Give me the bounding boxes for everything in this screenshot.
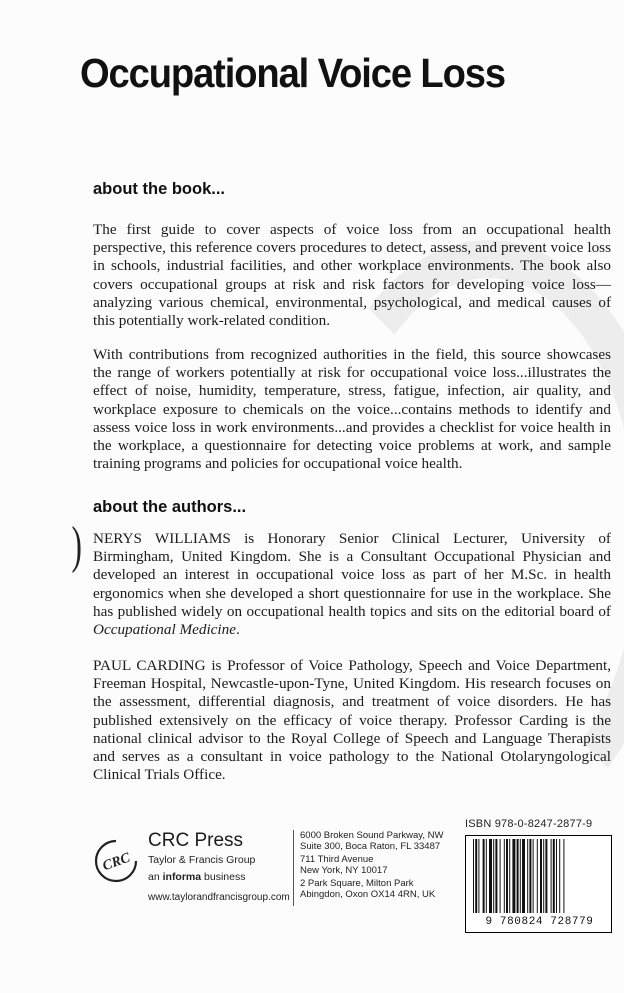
about-book-paragraph-2: With contributions from recognized authorities in the field, this source showcases the range of workers potentially at risk for occupational voice loss...illustrates the effect of noise, humidity, temperature, stress, fatigue, infection, air quality, and workplace exposure to chemicals on the voice...contains methods to identify and assess voice loss in work environments...and provides a checklist for voice health in the workplace, a questionnaire for detecting voice problems at work, and sample training programs and policies for occupational voice health. bbox=[93, 346, 611, 473]
address-boca-raton bbox=[300, 831, 443, 852]
barcode-number: 9 780824 728779 bbox=[485, 916, 594, 928]
crc-logo-icon bbox=[93, 838, 139, 884]
address-abingdon bbox=[300, 879, 435, 900]
address-line: 2 Park Square, Milton Park bbox=[300, 878, 414, 889]
bracket-mark: ) bbox=[71, 517, 82, 574]
address-line: 711 Third Avenue bbox=[300, 854, 374, 865]
author-williams-text: NERYS WILLIAMS is Honorary Senior Clinical Lecturer, University of Birmingham, United Kingdom. She is a Consultant Occupational Physician and developed an interest in occupational voice loss as part of her M.Sc. in health ergonomics when she developed a short questionnaire for use in the workplace. She has published widely on occupational health topics and sits on the editorial board of bbox=[93, 530, 611, 620]
publisher-url: www.taylorandfrancisgroup.com bbox=[148, 892, 290, 903]
about-authors-heading: about the authors... bbox=[93, 498, 247, 516]
business-suffix: business bbox=[204, 871, 246, 883]
business-bold: informa bbox=[162, 871, 202, 883]
barcode bbox=[465, 835, 612, 933]
about-book-heading: about the book... bbox=[93, 180, 225, 198]
address-line: Abingdon, Oxon OX14 4RN, UK bbox=[300, 888, 436, 900]
book-title: Occupational Voice Loss bbox=[80, 50, 505, 96]
address-line: 6000 Broken Sound Parkway, NW bbox=[300, 830, 444, 841]
address-line: Suite 300, Boca Raton, FL 33487 bbox=[300, 840, 441, 852]
isbn-label: ISBN 978-0-8247-2877-9 bbox=[465, 818, 593, 830]
publisher-group: Taylor & Francis Group bbox=[148, 854, 256, 866]
journal-title: Occupational Medicine bbox=[93, 621, 236, 639]
publisher-divider bbox=[293, 830, 294, 906]
author-williams-end: . bbox=[235, 621, 240, 639]
business-prefix: an bbox=[148, 871, 160, 883]
logo-text: CRC bbox=[100, 850, 133, 875]
publisher-business bbox=[148, 871, 246, 883]
address-new-york bbox=[300, 855, 388, 876]
publisher-name: CRC Press bbox=[148, 830, 244, 851]
barcode-bars-icon bbox=[471, 839, 608, 915]
author-carding-bio: PAUL CARDING is Professor of Voice Pathology, Speech and Voice Department, Freeman Hospital, Newcastle-upon-Tyne, United Kingdom. His research focuses on the assessment, differential diagnosis, and treatment of voice disorders. He has published extensively on the efficacy of voice therapy. Professor Carding is the national clinical advisor to the Royal College of Speech and Language Therapists and serves as a consultant in voice pathology to the National Otolaryngological Clinical Trials Office. bbox=[93, 657, 611, 784]
author-williams-bio bbox=[93, 530, 611, 639]
about-book-paragraph-1: The first guide to cover aspects of voice loss from an occupational health perspective, this reference covers procedures to detect, assess, and prevent voice loss in schools, industrial facilities, and other workplace environments. The book also covers occupational groups at risk and risk factors for developing voice loss—analyzing various chemical, environmental, psychological, and medical causes of this potentially work-related condition. bbox=[93, 221, 611, 330]
address-line: New York, NY 10017 bbox=[300, 864, 388, 876]
